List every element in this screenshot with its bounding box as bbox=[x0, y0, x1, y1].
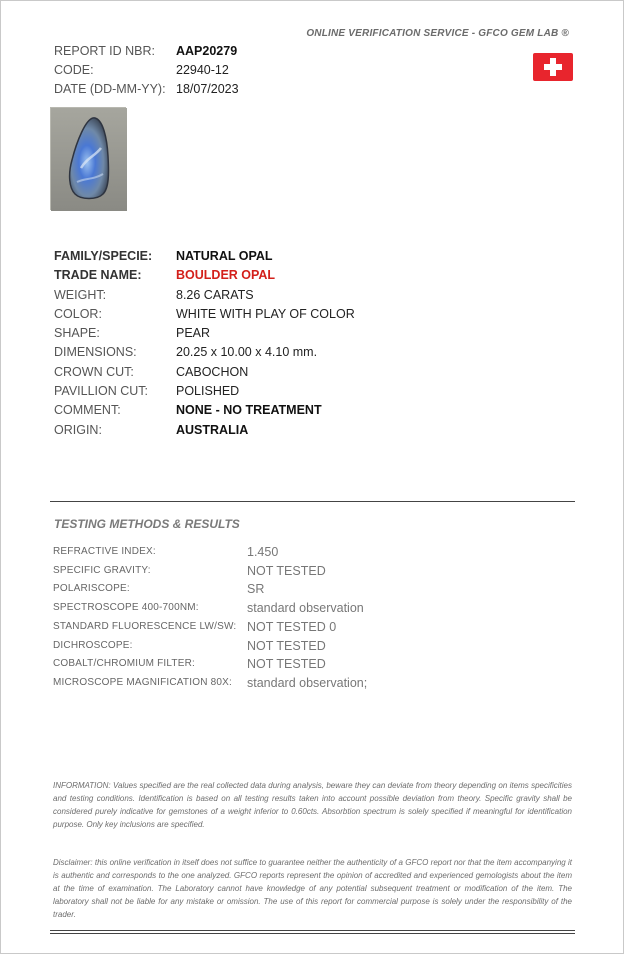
test-label: REFRACTIVE INDEX: bbox=[53, 546, 156, 557]
date-value: 18/07/2023 bbox=[176, 82, 239, 96]
stone-properties bbox=[54, 247, 355, 439]
testing-section-title: TESTING METHODS & RESULTS bbox=[54, 517, 240, 531]
dimensions-label: DIMENSIONS: bbox=[54, 345, 137, 360]
testing-results bbox=[53, 543, 367, 693]
test-value: SR bbox=[247, 582, 265, 597]
shape-value: PEAR bbox=[176, 326, 211, 341]
test-value: NOT TESTED bbox=[247, 657, 326, 672]
shape-label: SHAPE: bbox=[54, 326, 100, 341]
test-value: NOT TESTED bbox=[247, 638, 326, 653]
test-label: DICHROSCOPE: bbox=[53, 639, 133, 651]
color-value: WHITE WITH PLAY OF COLOR bbox=[176, 306, 355, 321]
test-label: STANDARD FLUORESCENCE LW/SW: bbox=[53, 620, 237, 632]
test-label: POLARISCOPE: bbox=[53, 583, 130, 595]
swiss-flag-icon bbox=[533, 53, 573, 81]
family-specie-value: NATURAL OPAL bbox=[176, 249, 273, 263]
test-label: MICROSCOPE MAGNIFICATION 80X: bbox=[53, 676, 232, 688]
section-divider bbox=[50, 501, 575, 502]
footer-rule bbox=[50, 930, 575, 931]
report-id-label: REPORT ID NBR: bbox=[54, 44, 155, 58]
color-label: COLOR: bbox=[54, 306, 102, 321]
test-value: NOT TESTED 0 bbox=[247, 619, 337, 634]
origin-value: AUSTRALIA bbox=[176, 422, 249, 437]
origin-label: ORIGIN: bbox=[54, 422, 102, 437]
report-id-value: AAP20279 bbox=[176, 44, 238, 58]
test-value: 1.450 bbox=[247, 545, 279, 559]
pavillion-cut-value: POLISHED bbox=[176, 384, 240, 399]
weight-label: WEIGHT: bbox=[54, 287, 107, 302]
comment-value: NONE - NO TREATMENT bbox=[176, 403, 322, 418]
test-label: SPECIFIC GRAVITY: bbox=[53, 564, 151, 576]
code-value: 22940-12 bbox=[176, 63, 229, 77]
test-label: SPECTROSCOPE 400-700NM: bbox=[53, 602, 199, 614]
trade-name-label: TRADE NAME: bbox=[54, 268, 142, 283]
comment-label: COMMENT: bbox=[54, 403, 121, 418]
report-header-fields bbox=[54, 42, 239, 98]
opal-image-icon bbox=[51, 108, 127, 211]
service-title: ONLINE VERIFICATION SERVICE - GFCO GEM LAB ® bbox=[306, 28, 569, 39]
footer-rule bbox=[50, 933, 575, 934]
information-note: INFORMATION: Values specified are the real collected data during analysis, beware they can deviate from theory depending on items specificities and testing conditions. Identification is based on all testing results taken into account possible deviation from theory. Specific gravity shall be considered purely indicative for gemstones of a weight inferior to 0.60cts. Absorbtion spectrum is solely specified if meaningful for identification purpose. Only key inclusions are specified. bbox=[53, 781, 572, 829]
opal-photo bbox=[50, 107, 126, 210]
dimensions-value: 20.25 x 10.00 x 4.10 mm. bbox=[176, 345, 318, 360]
crown-cut-value: CABOCHON bbox=[176, 364, 249, 379]
family-specie-label: FAMILY/SPECIE: bbox=[54, 249, 153, 263]
trade-name-value: BOULDER OPAL bbox=[176, 268, 276, 283]
pavillion-cut-label: PAVILLION CUT: bbox=[54, 384, 149, 399]
code-label: CODE: bbox=[54, 63, 94, 77]
crown-cut-label: CROWN CUT: bbox=[54, 364, 134, 379]
disclaimer-note: Disclaimer: this online verification in itself does not suffice to guarantee neither the authenticity of a GFCO report nor that the item accompanying it is authentic and corresponds to the one analyzed. GFCO reports represent the opinion of accredited and experienced gemologists about the item at the time of examination. The Laboratory cannot have knowledge of any potential subsequent treatment or modification of the item. The laboratory shall not be liable for any mistake or omission. The use of this report for commercial purpose is solely under the responsibility of the trader. bbox=[53, 858, 572, 919]
test-label: COBALT/CHROMIUM FILTER: bbox=[53, 658, 196, 670]
test-value: standard observation bbox=[247, 601, 364, 616]
test-value: standard observation; bbox=[247, 675, 368, 690]
test-value: NOT TESTED bbox=[247, 563, 326, 578]
weight-value: 8.26 CARATS bbox=[176, 287, 254, 302]
date-label: DATE (DD-MM-YY): bbox=[54, 82, 166, 96]
